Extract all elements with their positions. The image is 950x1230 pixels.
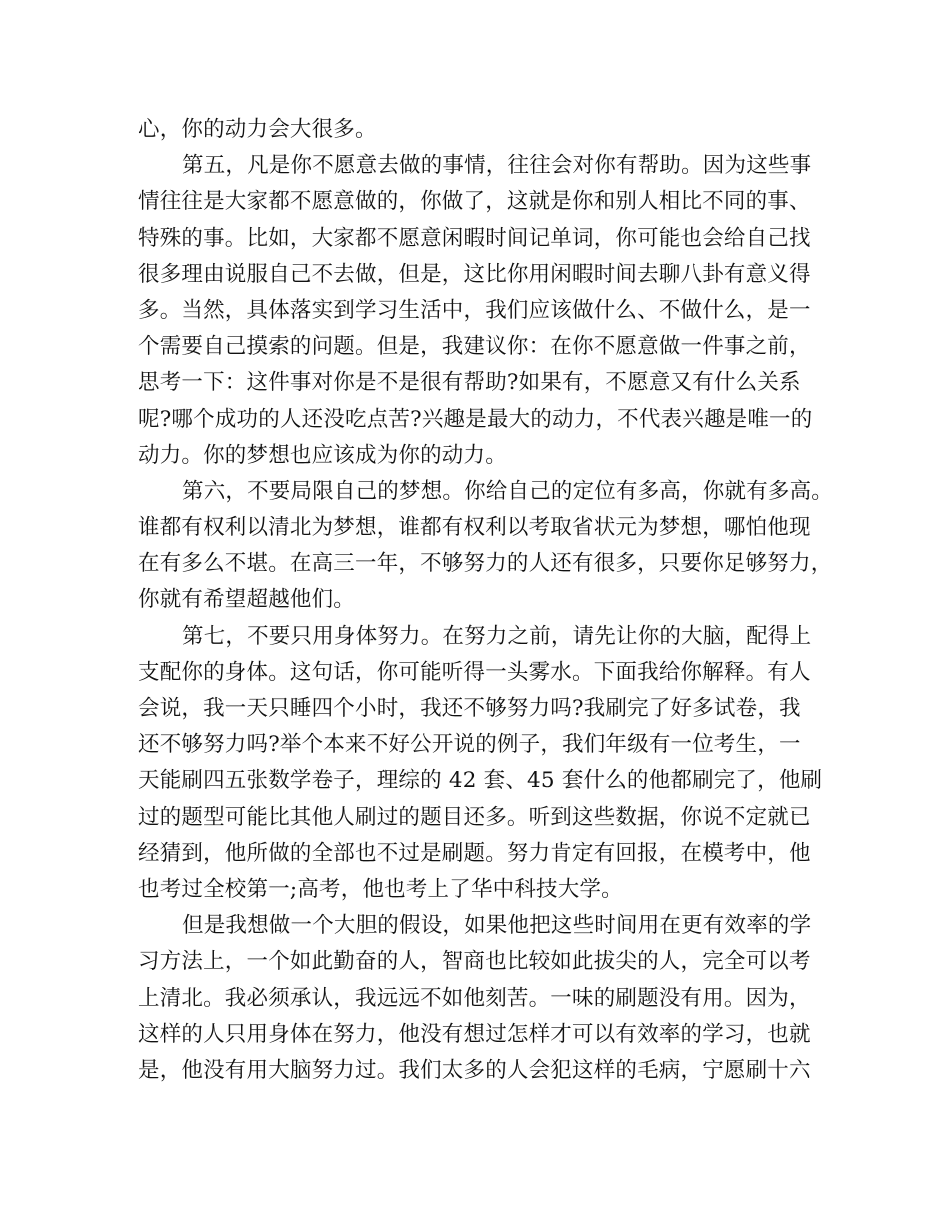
text-line: 在有多么不堪。在高三一年，不够努力的人还有很多，只要你足够努力，	[138, 551, 833, 577]
paragraph-start-line: 但是我想做一个大胆的假设，如果他把这些时间用在更有效率的学	[182, 913, 812, 939]
text-line: 谁都有权利以清北为梦想，谁都有权利以考取省状元为梦想，哪怕他现	[138, 515, 811, 541]
text-line: 上清北。我必须承认，我远远不如他刻苦。一味的刷题没有用。因为，	[138, 985, 811, 1011]
text-line: 经猜到，他所做的全部也不过是刷题。努力肯定有回报，在模考中，他	[138, 840, 811, 866]
text-line: 情往往是大家都不愿意做的，你做了，这就是你和别人相比不同的事、	[138, 189, 811, 215]
text-line: 还不够努力吗?举个本来不好公开说的例子，我们年级有一位考生，一	[138, 732, 801, 758]
text-line: 这样的人只用身体在努力，他没有想过怎样才可以有效率的学习，也就	[138, 1021, 811, 1047]
text-line: 过的题型可能比其他人刷过的题目还多。听到这些数据，你说不定就已	[138, 804, 811, 830]
paragraph-start-line: 第六，不要局限自己的梦想。你给自己的定位有多高，你就有多高。	[182, 478, 834, 504]
text-line: 特殊的事。比如，大家都不愿意闲暇时间记单词，你可能也会给自己找	[138, 225, 811, 251]
text-line: 习方法上，一个如此勤奋的人，智商也比较如此拔尖的人，完全可以考	[138, 949, 811, 975]
text-line: 个需要自己摸索的问题。但是，我建议你：在你不愿意做一件事之前，	[138, 334, 811, 360]
text-line: 动力。你的梦想也应该成为你的动力。	[138, 442, 507, 468]
text-line: 天能刷四五张数学卷子，理综的 42 套、45 套什么的他都刷完了，他刷	[138, 768, 823, 794]
text-line: 思考一下：这件事对你是不是很有帮助?如果有，不愿意又有什么关系	[138, 370, 801, 396]
paragraph-start-line: 第五，凡是你不愿意去做的事情，往往会对你有帮助。因为这些事	[182, 153, 812, 179]
text-line: 会说，我一天只睡四个小时，我还不够努力吗?我刷完了好多试卷，我	[138, 696, 801, 721]
body-text	[138, 112, 838, 1089]
text-line: 呢?哪个成功的人还没吃点苦?兴趣是最大的动力，不代表兴趣是唯一的	[138, 406, 813, 432]
text-line: 也考过全校第一;高考，他也考上了华中科技大学。	[138, 876, 623, 902]
text-line: 心，你的动力会大很多。	[138, 117, 377, 142]
paragraph-start-line: 第七，不要只用身体努力。在努力之前，请先让你的大脑，配得上	[182, 623, 812, 649]
text-line: 是，他没有用大脑努力过。我们太多的人会犯这样的毛病，宁愿刷十六	[138, 1057, 811, 1083]
text-line: 多。当然，具体落实到学习生活中，我们应该做什么、不做什么，是一	[138, 297, 811, 323]
text-line: 你就有希望超越他们。	[138, 587, 356, 613]
text-line: 很多理由说服自己不去做，但是，这比你用闲暇时间去聊八卦有意义得	[138, 261, 811, 287]
text-line: 支配你的身体。这句话，你可能听得一头雾水。下面我给你解释。有人	[138, 659, 811, 685]
